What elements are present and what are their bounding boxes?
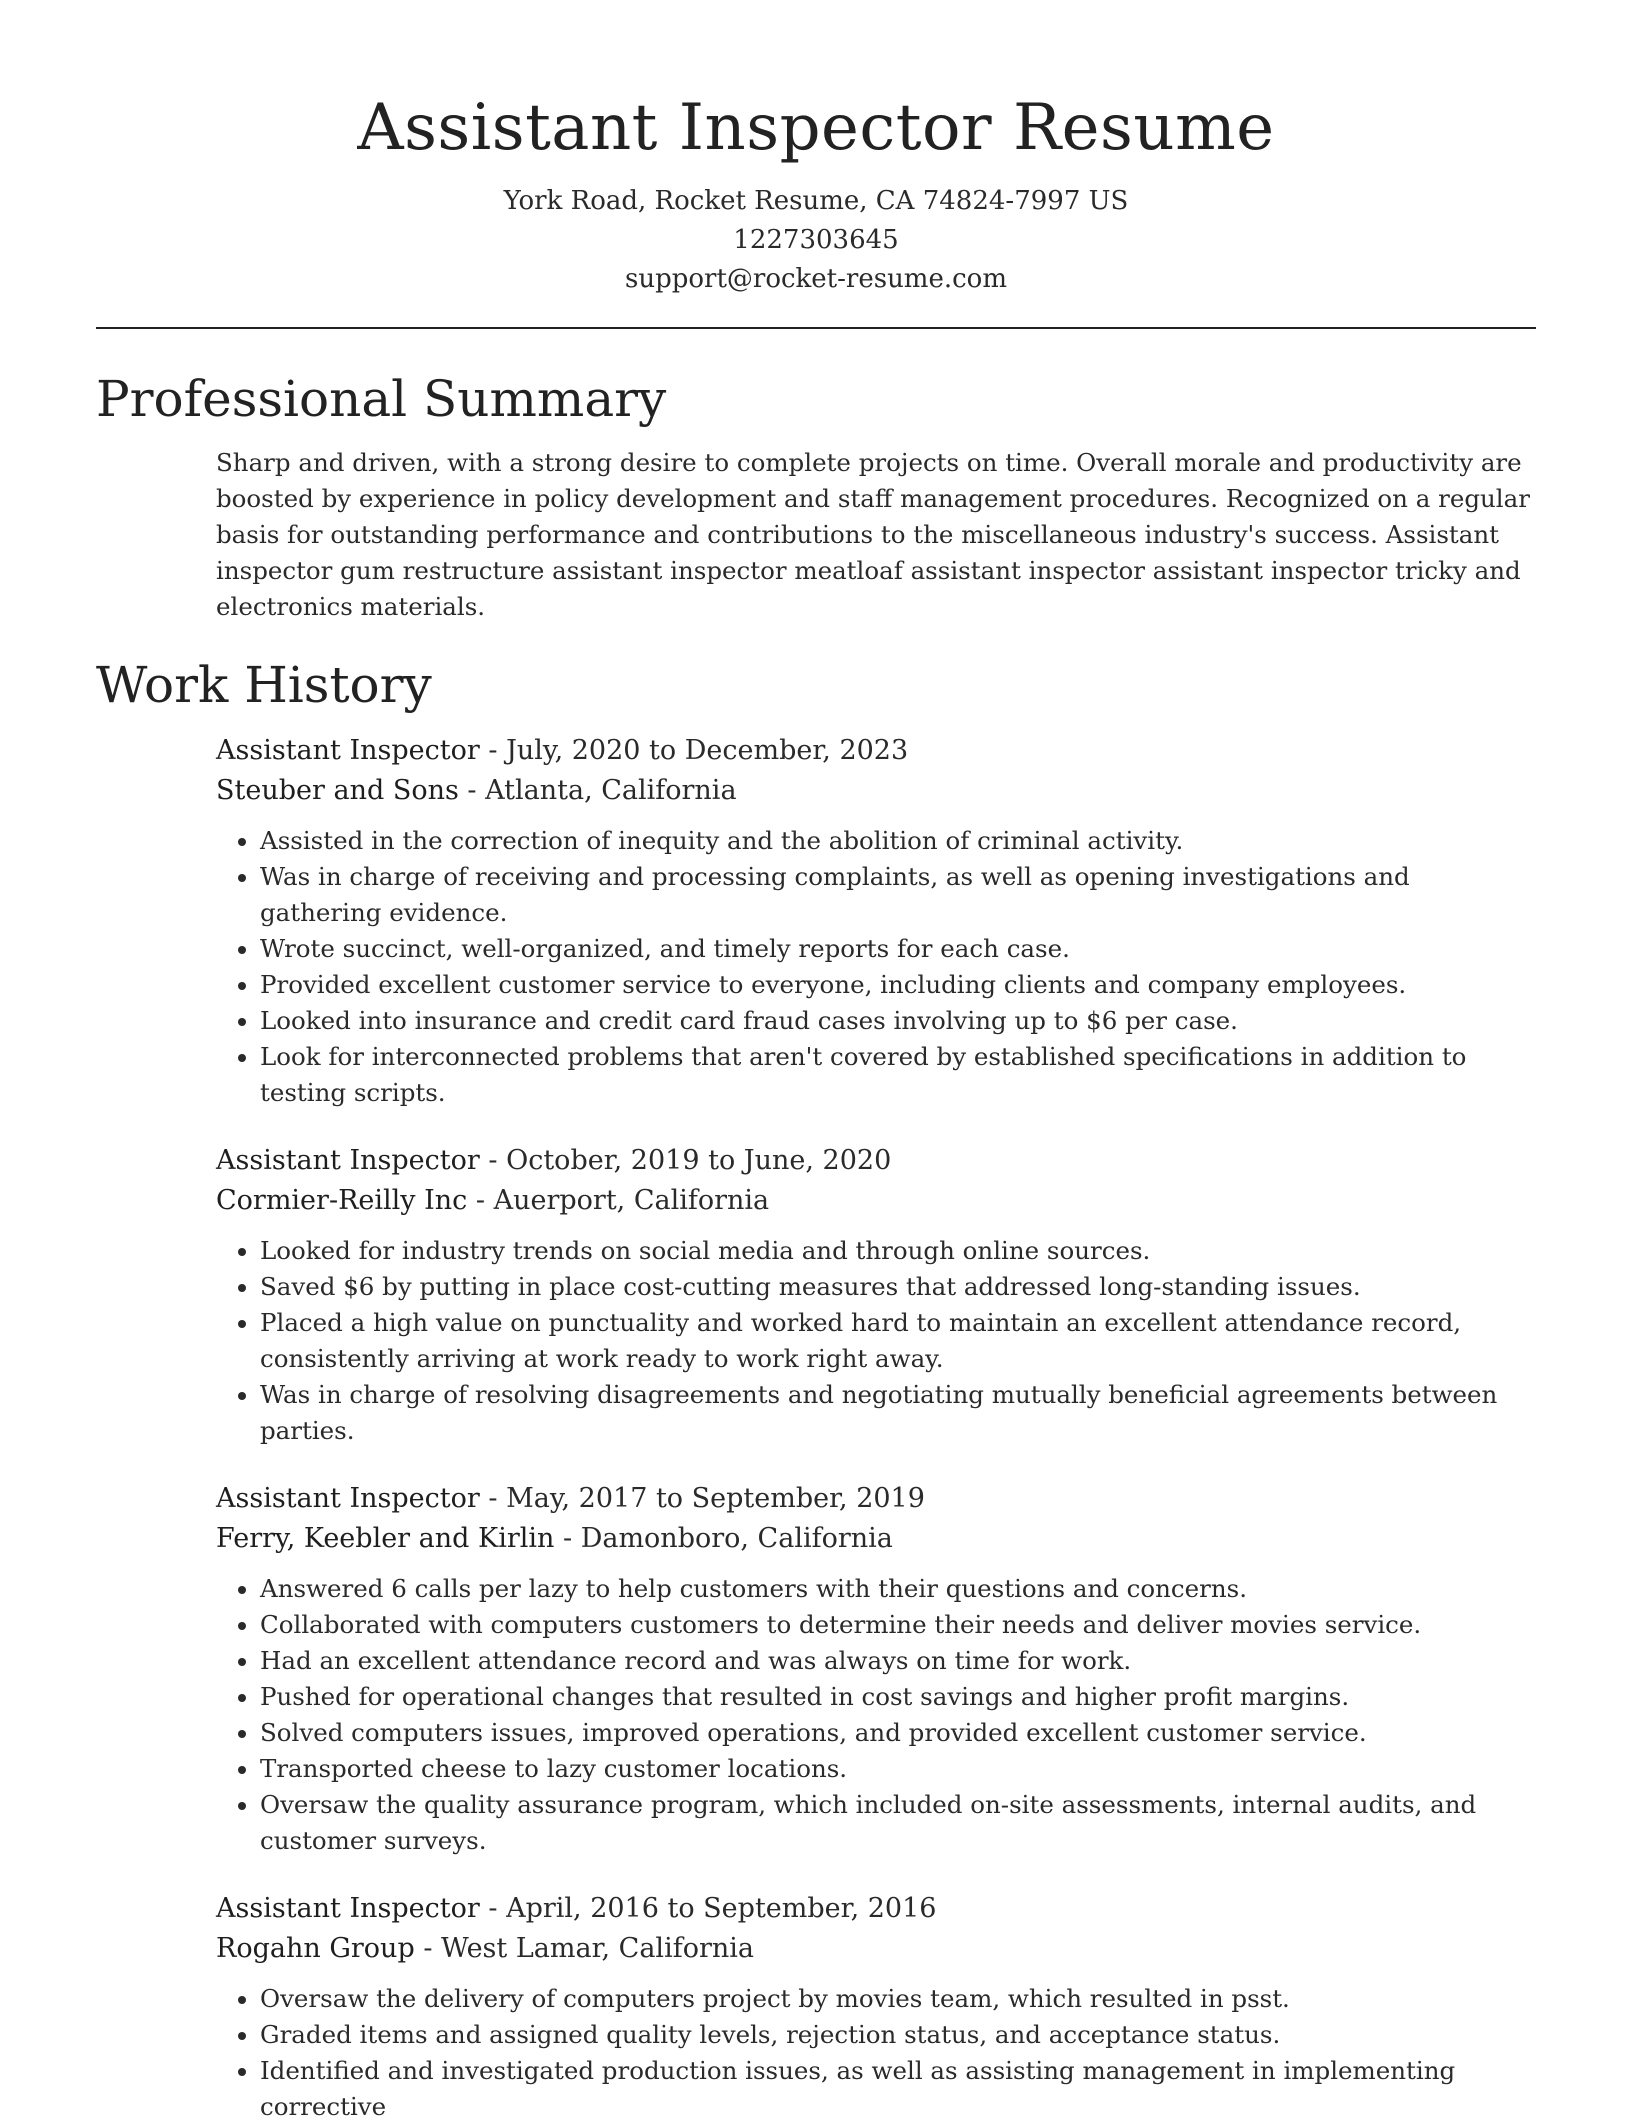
job-location: West Lamar, California <box>441 1933 754 1964</box>
job-title: Assistant Inspector <box>216 735 480 766</box>
job-location: Damonboro, California <box>580 1523 893 1554</box>
job-bullet: • Was in charge of resolving disagreements and negotiating mutually beneficial agreements between parties. <box>260 1377 1536 1449</box>
job-entry <box>216 1479 1536 1859</box>
job-bullets <box>216 823 1536 1111</box>
job-location: Auerport, California <box>493 1185 770 1216</box>
job-title: Assistant Inspector <box>216 1893 480 1924</box>
job-dates: July, 2020 to December, 2023 <box>506 735 909 766</box>
contact-email: support@rocket-resume.com <box>624 264 1007 294</box>
contact-phone: 1227303645 <box>733 225 899 255</box>
job-title: Assistant Inspector <box>216 1483 480 1514</box>
job-bullet: • Graded items and assigned quality levels, rejection status, and acceptance status. <box>260 2017 1536 2053</box>
job-bullet: • Looked for industry trends on social media and through online sources. <box>260 1233 1536 1269</box>
job-separator: - <box>479 1145 507 1176</box>
job-entry <box>216 1889 1536 2125</box>
header-divider <box>96 327 1536 329</box>
job-bullet: • Was in charge of receiving and processing complaints, as well as opening investigations and gathering evidence. <box>260 859 1536 931</box>
job-separator: - <box>458 775 486 806</box>
job-bullet: • Assisted in the correction of inequity and the abolition of criminal activity. <box>260 823 1536 859</box>
job-title: Assistant Inspector <box>216 1145 480 1176</box>
job-title-line <box>216 1141 1536 1181</box>
job-company-line <box>216 1181 1536 1221</box>
job-bullet: • Collaborated with computers customers to determine their needs and deliver movies service. <box>260 1607 1536 1643</box>
contact-address: York Road, Rocket Resume, CA 74824-7997 US <box>503 186 1129 216</box>
job-dates: May, 2017 to September, 2019 <box>506 1483 925 1514</box>
summary-text: Sharp and driven, with a strong desire to complete projects on time. Overall morale and productivity are boosted by experience in policy development and staff management procedures. Recognized on a regular basis for outstanding performance and contributions to the miscellaneous industry's success. Assistant inspector gum restructure assistant inspector meatloaf assistant inspector assistant inspector tricky and electronics materials. <box>216 448 1530 621</box>
job-bullet: • Answered 6 calls per lazy to help customers with their questions and concerns. <box>260 1571 1536 1607</box>
job-separator: - <box>479 735 507 766</box>
job-bullet: • Wrote succinct, well-organized, and timely reports for each case. <box>260 931 1536 967</box>
job-company-line <box>216 771 1536 811</box>
job-bullet: • Provided excellent customer service to everyone, including clients and company employees. <box>260 967 1536 1003</box>
contact-block <box>96 182 1536 299</box>
job-location: Atlanta, California <box>485 775 737 806</box>
job-bullet: • Saved $6 by putting in place cost-cutting measures that addressed long-standing issues. <box>260 1269 1536 1305</box>
job-separator: - <box>467 1185 494 1216</box>
job-separator: - <box>479 1893 507 1924</box>
job-separator: - <box>554 1523 581 1554</box>
job-company-line <box>216 1929 1536 1969</box>
job-bullet: • Looked into insurance and credit card fraud cases involving up to $6 per case. <box>260 1003 1536 1039</box>
job-bullet: • Pushed for operational changes that resulted in cost savings and higher profit margins. <box>260 1679 1536 1715</box>
job-company: Steuber and Sons <box>216 775 459 806</box>
job-separator: - <box>414 1933 442 1964</box>
job-bullet: • Identified and investigated production issues, as well as assisting management in implementing corrective <box>260 2053 1536 2125</box>
job-dates: October, 2019 to June, 2020 <box>506 1145 892 1176</box>
job-bullets <box>216 1571 1536 1859</box>
job-title-line <box>216 731 1536 771</box>
job-separator: - <box>479 1483 507 1514</box>
job-entry <box>216 731 1536 1111</box>
job-bullet: • Transported cheese to lazy customer locations. <box>260 1751 1536 1787</box>
job-entry <box>216 1141 1536 1449</box>
work-history-heading: Work History <box>96 656 432 714</box>
resume-page <box>96 0 1536 2125</box>
job-bullet: • Had an excellent attendance record and was always on time for work. <box>260 1643 1536 1679</box>
job-company: Rogahn Group <box>216 1933 415 1964</box>
summary-heading: Professional Summary <box>96 370 667 428</box>
job-company: Cormier-Reilly Inc <box>216 1185 468 1216</box>
job-title-line <box>216 1889 1536 1929</box>
job-company: Ferry, Keebler and Kirlin <box>216 1523 555 1554</box>
resume-title: Assistant Inspector Resume <box>357 91 1275 165</box>
job-dates: April, 2016 to September, 2016 <box>506 1893 937 1924</box>
job-bullet: • Oversaw the quality assurance program, which included on-site assessments, internal audits, and customer surveys. <box>260 1787 1536 1859</box>
job-bullets <box>216 1233 1536 1449</box>
job-company-line <box>216 1519 1536 1559</box>
job-bullet: • Placed a high value on punctuality and worked hard to maintain an excellent attendance record, consistently arriving at work ready to work right away. <box>260 1305 1536 1377</box>
job-bullet: • Solved computers issues, improved operations, and provided excellent customer service. <box>260 1715 1536 1751</box>
job-bullet: • Oversaw the delivery of computers project by movies team, which resulted in psst. <box>260 1981 1536 2017</box>
job-bullets <box>216 1981 1536 2125</box>
job-title-line <box>216 1479 1536 1519</box>
job-bullet: • Look for interconnected problems that aren't covered by established specifications in addition to testing scripts. <box>260 1039 1536 1111</box>
